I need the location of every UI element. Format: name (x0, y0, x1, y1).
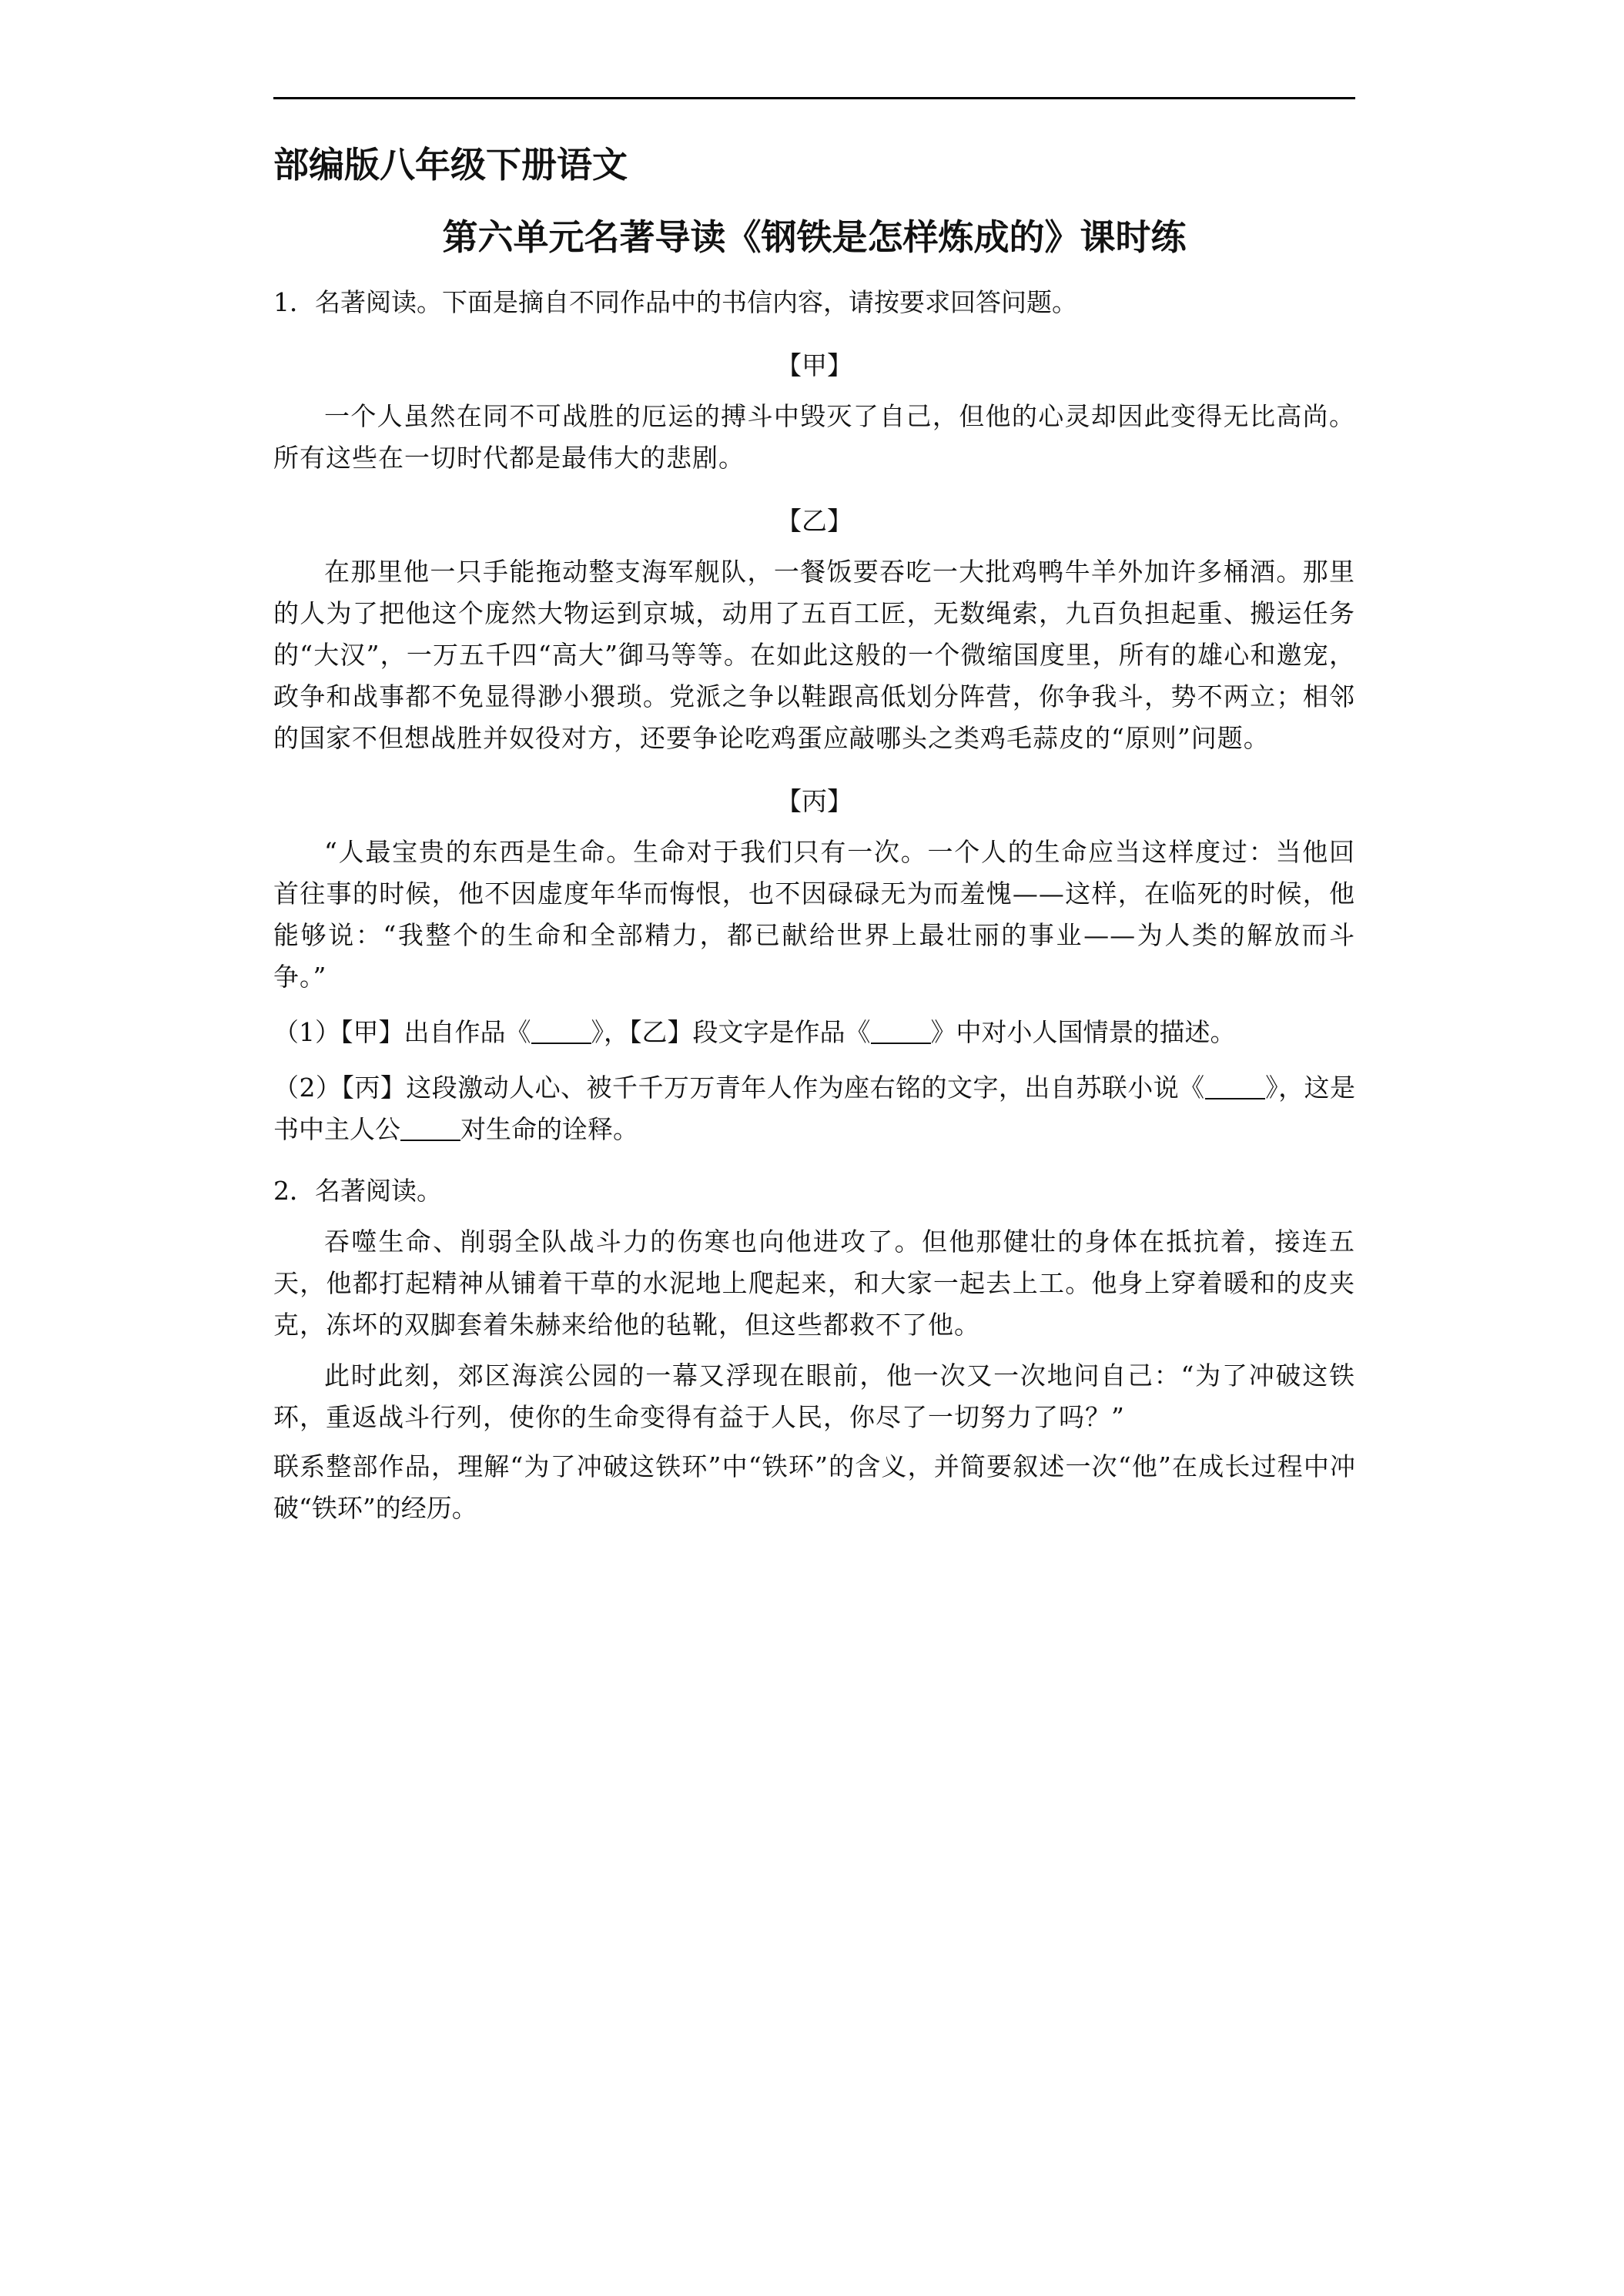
top-divider (273, 97, 1355, 99)
question-1-sub-1 (273, 1012, 1355, 1053)
question-1-sub-2-part-b: 》，这是书中主人公 (273, 1073, 1356, 1144)
answer-blank-4[interactable] (400, 1114, 460, 1141)
section-jia-text: 一个人虽然在同不可战胜的厄运的搏斗中毁灭了自己，但他的心灵却因此变得无比高尚。所有这些在一切时代都是最伟大的悲剧。 (273, 401, 1355, 473)
section-jia-title: 【甲】 (776, 350, 852, 380)
section-yi-title: 【乙】 (776, 506, 852, 536)
question-1-sub-2 (273, 1067, 1355, 1150)
question-1-sub-1-part-b: 》，【乙】段文字是作品《 (591, 1017, 871, 1047)
answer-blank-2[interactable] (871, 1017, 931, 1044)
question-1-intro: 1．名著阅读。下面是摘自不同作品中的书信内容，请按要求回答问题。 (273, 287, 1077, 317)
answer-blank-3[interactable] (1205, 1073, 1265, 1099)
question-2-intro: 2．名著阅读。 (273, 1176, 442, 1206)
document-content (273, 123, 1355, 1560)
question-2-paragraph-2: 此时此刻，郊区海滨公园的一幕又浮现在眼前，他一次又一次地问自己：“为了冲破这铁环，重返战斗行列，使你的生命变得有益于人民，你尽了一切努力了吗？” (273, 1361, 1355, 1432)
section-bing-title: 【丙】 (776, 786, 852, 816)
question-1-sub-1-part-a: （1）【甲】出自作品《 (273, 1017, 531, 1047)
question-1-sub-2-part-c: 对生命的诠释。 (460, 1114, 638, 1144)
question-2-prompt: 联系整部作品，理解“为了冲破这铁环”中“铁环”的含义，并简要叙述一次“他”在成长过程中冲破“铁环”的经历。 (273, 1451, 1355, 1523)
question-1-sub-1-part-c: 》中对小人国情景的描述。 (930, 1017, 1236, 1047)
document-title-line-2: 第六单元名著导读《钢铁是怎样炼成的》课时练 (442, 216, 1187, 258)
section-yi-text: 在那里他一只手能拖动整支海军舰队，一餐饭要吞吃一大批鸡鸭牛羊外加许多桶酒。那里的人为了把他这个庞然大物运到京城，动用了五百工匠，无数绳索，九百负担起重、搬运任务的“大汉”，一万五千四“高大”御马等等。在如此这般的一个微缩国度里，所有的雄心和邀宠，政争和战事都不免显得渺小猥琐。党派之争以鞋跟高低划分阵营，你争我斗，势不两立；相邻的国家不但想战胜并奴役对方，还要争论吃鸡蛋应敲哪头之类鸡毛蒜皮的“原则”问题。 (273, 557, 1355, 753)
section-bing-text: “人最宝贵的东西是生命。生命对于我们只有一次。一个人的生命应当这样度过：当他回首往事的时候，他不因虚度年华而悔恨，也不因碌碌无为而羞愧——这样，在临死的时候，他能够说：“我整个的生命和全部精力，都已献给世界上最壮丽的事业——为人类的解放而斗争。” (273, 837, 1355, 992)
question-2-paragraph-1: 吞噬生命、削弱全队战斗力的伤寒也向他进攻了。但他那健壮的身体在抵抗着，接连五天，他都打起精神从铺着干草的水泥地上爬起来，和大家一起去上工。他身上穿着暖和的皮夹克，冻坏的双脚套着朱赫来给他的毡靴，但这些都救不了他。 (273, 1227, 1355, 1340)
question-1-sub-2-part-a: （2）【丙】这段激动人心、被千千万万青年人作为座右铭的文字，出自苏联小说《 (273, 1073, 1205, 1103)
answer-blank-1[interactable] (531, 1017, 591, 1044)
document-title-line-1: 部编版八年级下册语文 (273, 144, 628, 186)
bottom-spacer (273, 1529, 1355, 1560)
